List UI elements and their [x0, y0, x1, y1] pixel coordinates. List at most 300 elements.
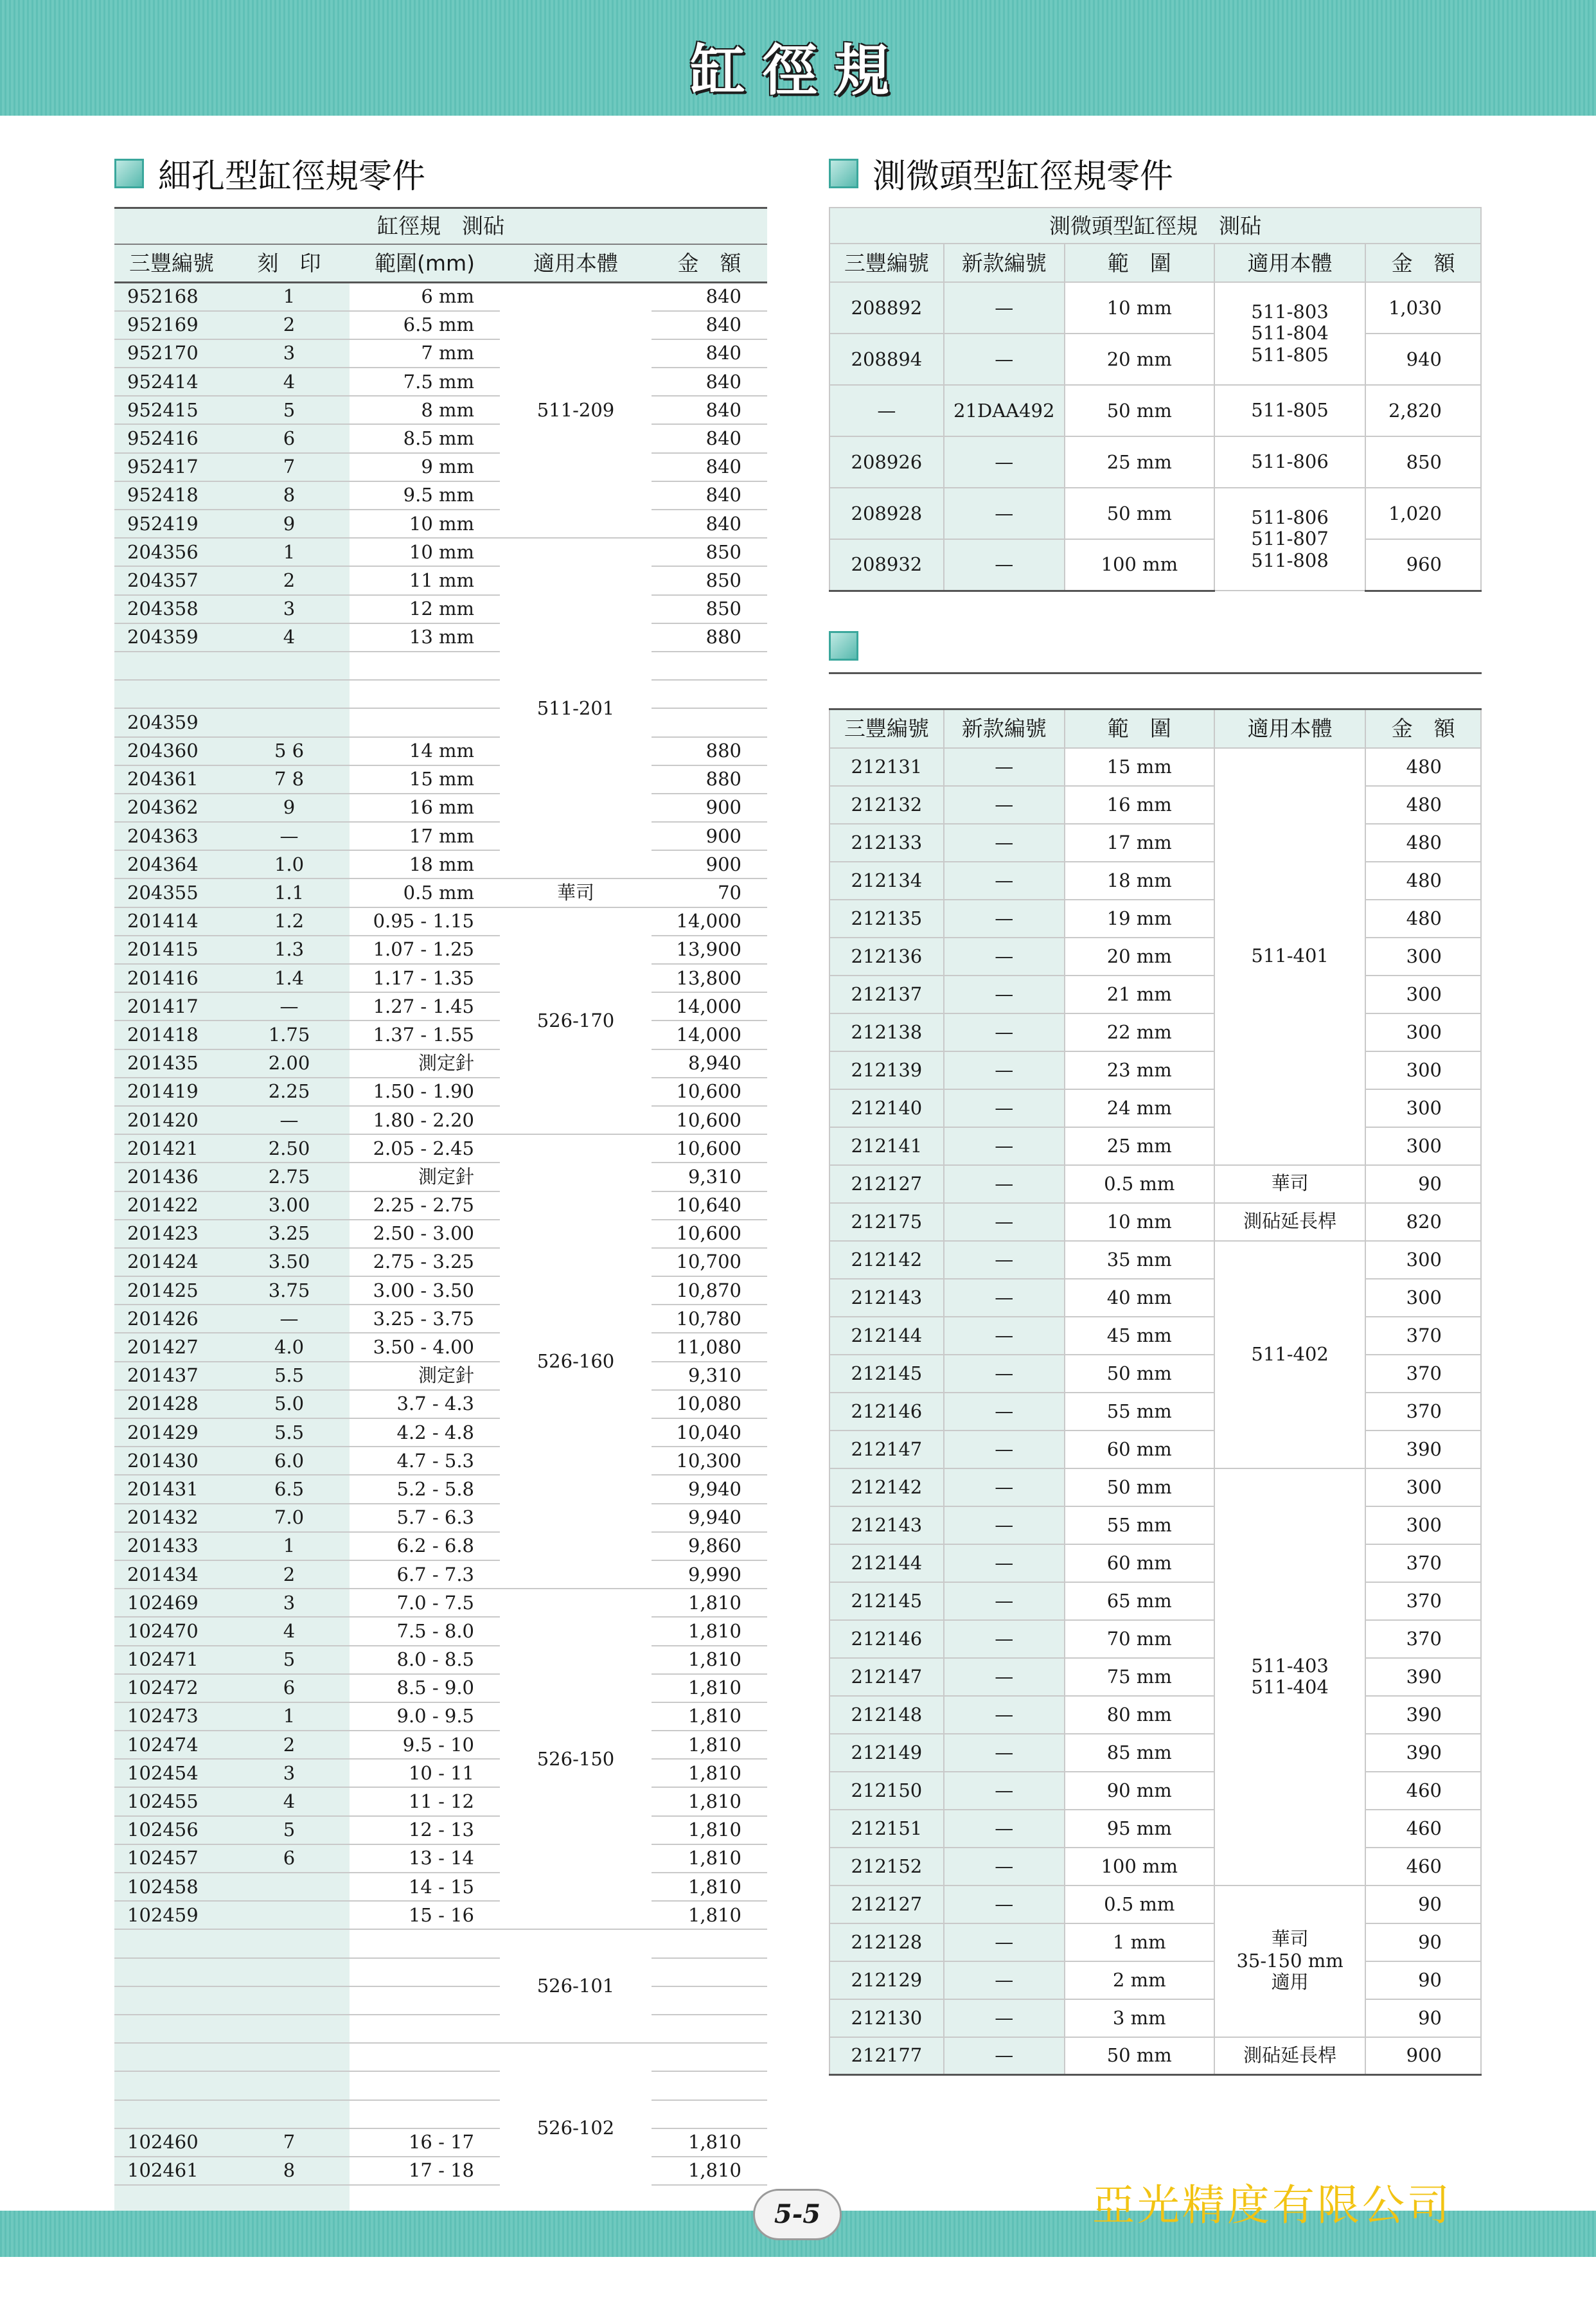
marking-cell: [229, 708, 350, 736]
price-cell: 300: [1365, 1089, 1481, 1127]
table-row: [114, 737, 767, 765]
table-row: [114, 1759, 767, 1787]
price-cell: 13,800: [652, 964, 767, 992]
table-row: [829, 900, 1481, 938]
marking-cell: 4: [229, 368, 350, 396]
new-number-cell: —: [944, 1089, 1065, 1127]
range-cell: 100 mm: [1065, 1848, 1214, 1885]
right-section-title: 測微頭型缸徑規零件: [873, 157, 1174, 196]
price-cell: 1,810: [652, 1844, 767, 1873]
price-cell: 480: [1365, 900, 1481, 938]
table-row: [829, 2037, 1481, 2075]
marking-cell: [229, 680, 350, 708]
marking-cell: 3.00: [229, 1191, 350, 1220]
page-title: 缸徑規: [690, 39, 906, 103]
part-number-cell: 952414: [114, 368, 229, 396]
table-row: [114, 1163, 767, 1191]
range-cell: 50 mm: [1065, 385, 1214, 436]
marking-cell: 1.75: [229, 1021, 350, 1049]
marking-cell: 3.50: [229, 1248, 350, 1276]
part-number-cell: 201436: [114, 1163, 229, 1191]
price-cell: 1,030: [1365, 282, 1481, 334]
price-cell: 370: [1365, 1544, 1481, 1582]
body-model-cell: 511-803 511-804 511-805: [1214, 282, 1365, 385]
marking-cell: 8: [229, 481, 350, 510]
part-number-cell: 201417: [114, 992, 229, 1021]
table-row: [829, 1923, 1481, 1961]
marking-cell: —: [229, 992, 350, 1021]
bullet-square-icon: [829, 631, 858, 661]
marking-cell: 1: [229, 1532, 350, 1560]
range-cell: [350, 680, 500, 708]
price-cell: 820: [1365, 1203, 1481, 1241]
price-cell: [652, 2043, 767, 2071]
marking-cell: [229, 1958, 350, 1986]
price-cell: 850: [652, 538, 767, 566]
body-model-cell: 測砧延長桿: [1214, 2037, 1365, 2075]
new-number-cell: —: [944, 282, 1065, 334]
marking-cell: 1.4: [229, 964, 350, 992]
table-row: [114, 1731, 767, 1759]
range-cell: 8 mm: [350, 396, 500, 424]
table-row: [114, 1362, 767, 1390]
new-number-cell: —: [944, 1127, 1065, 1165]
body-model-cell: 511-209: [500, 283, 652, 539]
part-number-cell: 952168: [114, 283, 229, 311]
body-model-cell: 526-102: [500, 2043, 652, 2213]
range-cell: 2.05 - 2.45: [350, 1134, 500, 1163]
price-cell: 850: [652, 566, 767, 594]
price-cell: 1,810: [652, 1617, 767, 1645]
range-cell: 15 - 16: [350, 1901, 500, 1929]
table-row: [829, 1848, 1481, 1885]
range-cell: 10 mm: [350, 510, 500, 538]
top-banner: [0, 0, 1596, 116]
marking-cell: 6.5: [229, 1475, 350, 1503]
part-number-cell: 201421: [114, 1134, 229, 1163]
range-cell: 55 mm: [1065, 1393, 1214, 1431]
range-cell: 75 mm: [1065, 1658, 1214, 1696]
part-number-cell: 102454: [114, 1759, 229, 1787]
marking-cell: 3: [229, 339, 350, 368]
price-cell: 10,600: [652, 1134, 767, 1163]
new-number-cell: —: [944, 1582, 1065, 1620]
range-cell: 80 mm: [1065, 1696, 1214, 1734]
range-cell: 22 mm: [1065, 1013, 1214, 1051]
range-cell: 7.5 mm: [350, 368, 500, 396]
price-cell: 300: [1365, 1127, 1481, 1165]
new-number-cell: —: [944, 1431, 1065, 1468]
marking-cell: [229, 2185, 350, 2213]
new-number-cell: —: [944, 539, 1065, 591]
price-cell: 10,040: [652, 1418, 767, 1447]
new-number-cell: —: [944, 1734, 1065, 1772]
table-row: [114, 765, 767, 794]
price-cell: 900: [652, 822, 767, 850]
price-cell: 10,870: [652, 1276, 767, 1305]
range-cell: 17 mm: [1065, 824, 1214, 862]
marking-cell: 5.5: [229, 1418, 350, 1447]
part-number-cell: 201420: [114, 1106, 229, 1134]
part-number-cell: 204361: [114, 765, 229, 794]
table-row: [114, 1333, 767, 1361]
range-cell: 24 mm: [1065, 1089, 1214, 1127]
new-number-cell: —: [944, 1810, 1065, 1848]
marking-cell: 4: [229, 1617, 350, 1645]
column-header: 刻 印: [229, 244, 350, 283]
price-cell: 840: [652, 481, 767, 510]
part-number-cell: [114, 2071, 229, 2099]
marking-cell: [229, 1929, 350, 1957]
marking-cell: 5.0: [229, 1390, 350, 1418]
table-row: [829, 1013, 1481, 1051]
range-cell: 1.80 - 2.20: [350, 1106, 500, 1134]
part-number-cell: 212142: [829, 1241, 944, 1279]
table-row: [829, 1393, 1481, 1431]
table-row: [114, 1475, 767, 1503]
table-row: [114, 907, 767, 936]
part-number-cell: —: [829, 385, 944, 436]
column-header: 新款編號: [944, 709, 1065, 748]
range-cell: 6 mm: [350, 283, 500, 311]
price-cell: 840: [652, 368, 767, 396]
range-cell: 100 mm: [1065, 539, 1214, 591]
body-model-cell: 526-101: [500, 1929, 652, 2043]
marking-cell: 1.2: [229, 907, 350, 936]
table-row: [114, 2071, 767, 2099]
new-number-cell: —: [944, 1848, 1065, 1885]
range-cell: 1 mm: [1065, 1923, 1214, 1961]
price-cell: 1,810: [652, 1901, 767, 1929]
table-row: [114, 2185, 767, 2213]
part-number-cell: 212129: [829, 1961, 944, 1999]
new-number-cell: —: [944, 1885, 1065, 1923]
range-cell: 2.75 - 3.25: [350, 1248, 500, 1276]
price-cell: 480: [1365, 748, 1481, 786]
range-cell: 7 mm: [350, 339, 500, 368]
price-cell: 300: [1365, 938, 1481, 976]
bullet-square-icon: [114, 159, 144, 188]
marking-cell: —: [229, 1305, 350, 1333]
table-row: [114, 1986, 767, 2015]
marking-cell: —: [229, 822, 350, 850]
part-number-cell: [114, 2100, 229, 2128]
table-row: [829, 436, 1481, 488]
table-row: [829, 976, 1481, 1013]
range-cell: 35 mm: [1065, 1241, 1214, 1279]
price-cell: 370: [1365, 1317, 1481, 1355]
table-row: [114, 283, 767, 311]
new-number-cell: —: [944, 1317, 1065, 1355]
part-number-cell: 212144: [829, 1317, 944, 1355]
part-number-cell: 102473: [114, 1702, 229, 1731]
part-number-cell: 212130: [829, 1999, 944, 2037]
price-cell: 10,600: [652, 1106, 767, 1134]
part-number-cell: 204359: [114, 623, 229, 652]
price-cell: 90: [1365, 1923, 1481, 1961]
new-number-cell: —: [944, 786, 1065, 824]
new-number-cell: —: [944, 488, 1065, 539]
part-number-cell: 212148: [829, 1696, 944, 1734]
part-number-cell: 201437: [114, 1362, 229, 1390]
part-number-cell: 212140: [829, 1089, 944, 1127]
marking-cell: 7: [229, 453, 350, 481]
price-cell: 840: [652, 283, 767, 311]
part-number-cell: 201423: [114, 1220, 229, 1248]
new-number-cell: —: [944, 900, 1065, 938]
part-number-cell: 102458: [114, 1873, 229, 1901]
price-cell: [652, 2071, 767, 2099]
new-number-cell: —: [944, 938, 1065, 976]
price-cell: 300: [1365, 1279, 1481, 1317]
new-number-cell: —: [944, 1658, 1065, 1696]
table-row: [829, 488, 1481, 539]
range-cell: [350, 2185, 500, 2213]
table-caption: 缸徑規 測砧: [114, 208, 767, 244]
part-number-cell: 201432: [114, 1504, 229, 1532]
range-cell: 25 mm: [1065, 436, 1214, 488]
part-number-cell: 102474: [114, 1731, 229, 1759]
marking-cell: 3: [229, 595, 350, 623]
part-number-cell: 212149: [829, 1734, 944, 1772]
table-row: [114, 1134, 767, 1163]
table-row: [114, 1787, 767, 1815]
table-row: [829, 1620, 1481, 1658]
range-cell: 1.50 - 1.90: [350, 1078, 500, 1106]
new-number-cell: 21DAA492: [944, 385, 1065, 436]
range-cell: [350, 2043, 500, 2071]
body-model-cell: 526-160: [500, 1134, 652, 1589]
part-number-cell: 201414: [114, 907, 229, 936]
range-cell: 5.7 - 6.3: [350, 1504, 500, 1532]
table-row: [829, 1696, 1481, 1734]
range-cell: 18 mm: [1065, 862, 1214, 900]
new-number-cell: —: [944, 1620, 1065, 1658]
part-number-cell: 212152: [829, 1848, 944, 1885]
table-row: [114, 1589, 767, 1617]
column-header: 金 額: [1365, 244, 1481, 282]
body-model-cell: 測砧延長桿: [1214, 1203, 1365, 1241]
part-number-cell: 212147: [829, 1658, 944, 1696]
table-row: [114, 1901, 767, 1929]
body-model-cell: 526-170: [500, 907, 652, 1135]
part-number-cell: 212135: [829, 900, 944, 938]
table-row: [114, 936, 767, 964]
marking-cell: 8: [229, 2157, 350, 2185]
range-cell: 55 mm: [1065, 1506, 1214, 1544]
marking-cell: 2: [229, 1731, 350, 1759]
price-cell: 14,000: [652, 992, 767, 1021]
range-cell: 17 mm: [350, 822, 500, 850]
part-number-cell: 952417: [114, 453, 229, 481]
part-number-cell: 212150: [829, 1772, 944, 1810]
table-row: [114, 1844, 767, 1873]
price-cell: [652, 2185, 767, 2213]
part-number-cell: 212147: [829, 1431, 944, 1468]
body-model-cell: 511-201: [500, 538, 652, 878]
marking-cell: 1: [229, 538, 350, 566]
table-row: [829, 1051, 1481, 1089]
part-number-cell: 952416: [114, 424, 229, 452]
table-body: [829, 748, 1481, 2075]
price-cell: 460: [1365, 1848, 1481, 1885]
table-row: [114, 1248, 767, 1276]
table-row: [114, 708, 767, 736]
range-cell: 0.5 mm: [1065, 1165, 1214, 1203]
range-cell: 測定針: [350, 1049, 500, 1078]
part-number-cell: 204355: [114, 878, 229, 907]
table-row: [829, 1203, 1481, 1241]
part-number-cell: 102471: [114, 1646, 229, 1674]
part-number-cell: 212133: [829, 824, 944, 862]
price-cell: 840: [652, 339, 767, 368]
price-cell: 90: [1365, 1885, 1481, 1923]
range-cell: 3.25 - 3.75: [350, 1305, 500, 1333]
part-number-cell: 102460: [114, 2128, 229, 2157]
new-number-cell: —: [944, 1013, 1065, 1051]
range-cell: 1.17 - 1.35: [350, 964, 500, 992]
table-row: [114, 1276, 767, 1305]
range-cell: 14 mm: [350, 737, 500, 765]
part-number-cell: 201427: [114, 1333, 229, 1361]
part-number-cell: 208932: [829, 539, 944, 591]
section-divider: [829, 672, 1482, 674]
price-cell: 880: [652, 765, 767, 794]
marking-cell: [229, 1901, 350, 1929]
part-number-cell: 212144: [829, 1544, 944, 1582]
range-cell: 11 - 12: [350, 1787, 500, 1815]
marking-cell: 1: [229, 283, 350, 311]
column-header: 適用本體: [1214, 244, 1365, 282]
price-cell: 900: [1365, 2037, 1481, 2075]
price-cell: 10,780: [652, 1305, 767, 1333]
part-number-cell: 204357: [114, 566, 229, 594]
part-number-cell: 212146: [829, 1393, 944, 1431]
price-cell: 70: [652, 878, 767, 907]
part-number-cell: 201424: [114, 1248, 229, 1276]
range-cell: 60 mm: [1065, 1544, 1214, 1582]
price-cell: 10,600: [652, 1078, 767, 1106]
marking-cell: 1.3: [229, 936, 350, 964]
table-row: [114, 1617, 767, 1645]
part-number-cell: 212143: [829, 1506, 944, 1544]
table-row: [114, 2015, 767, 2043]
range-cell: 15 mm: [1065, 748, 1214, 786]
price-cell: 1,810: [652, 1816, 767, 1844]
new-number-cell: —: [944, 1279, 1065, 1317]
table-row: [114, 1418, 767, 1447]
part-number-cell: 208894: [829, 334, 944, 385]
range-cell: 3.00 - 3.50: [350, 1276, 500, 1305]
table-row: [114, 794, 767, 822]
range-cell: [350, 2071, 500, 2099]
range-cell: 50 mm: [1065, 1355, 1214, 1393]
price-cell: 370: [1365, 1582, 1481, 1620]
table-body: [829, 282, 1481, 591]
range-cell: 7.5 - 8.0: [350, 1617, 500, 1645]
marking-cell: 7 8: [229, 765, 350, 794]
new-number-cell: —: [944, 1393, 1065, 1431]
marking-cell: 3.25: [229, 1220, 350, 1248]
marking-cell: 1: [229, 1702, 350, 1731]
part-number-cell: 212145: [829, 1582, 944, 1620]
price-cell: 8,940: [652, 1049, 767, 1078]
price-cell: 370: [1365, 1620, 1481, 1658]
price-cell: 300: [1365, 1468, 1481, 1506]
part-number-cell: 201434: [114, 1560, 229, 1589]
range-cell: 23 mm: [1065, 1051, 1214, 1089]
table-row: [114, 878, 767, 907]
table-row: [114, 1929, 767, 1957]
part-number-cell: 952418: [114, 481, 229, 510]
table-row: [829, 1999, 1481, 2037]
price-cell: 390: [1365, 1658, 1481, 1696]
table-row: [829, 1544, 1481, 1582]
range-cell: 50 mm: [1065, 488, 1214, 539]
marking-cell: 7.0: [229, 1504, 350, 1532]
marking-cell: 4: [229, 1787, 350, 1815]
part-number-cell: 102456: [114, 1816, 229, 1844]
table-row: [114, 510, 767, 538]
part-number-cell: 212132: [829, 786, 944, 824]
table-row: [829, 1772, 1481, 1810]
marking-cell: —: [229, 1106, 350, 1134]
bullet-square-icon: [829, 159, 858, 188]
price-cell: 1,810: [652, 1787, 767, 1815]
range-cell: 8.5 mm: [350, 424, 500, 452]
column-header: 金 額: [652, 244, 767, 283]
body-model-cell: 511-806: [1214, 436, 1365, 488]
table-row: [829, 1810, 1481, 1848]
body-model-cell: 511-806 511-807 511-808: [1214, 488, 1365, 591]
marking-cell: [229, 2043, 350, 2071]
table-row: [114, 822, 767, 850]
part-number-cell: 208892: [829, 282, 944, 334]
body-model-cell: 511-403 511-404: [1214, 1468, 1365, 1885]
part-number-cell: 212127: [829, 1885, 944, 1923]
table-row: [829, 1468, 1481, 1506]
range-cell: 85 mm: [1065, 1734, 1214, 1772]
part-number-cell: 212138: [829, 1013, 944, 1051]
body-model-cell: 華司: [1214, 1165, 1365, 1203]
table-row: [114, 1646, 767, 1674]
marking-cell: 2.75: [229, 1163, 350, 1191]
new-number-cell: —: [944, 748, 1065, 786]
table-row: [114, 1078, 767, 1106]
table-row: [114, 1191, 767, 1220]
marking-cell: 2.50: [229, 1134, 350, 1163]
price-cell: 90: [1365, 1961, 1481, 1999]
range-cell: 16 mm: [350, 794, 500, 822]
table-row: [114, 964, 767, 992]
table-row: [114, 1958, 767, 1986]
price-cell: 300: [1365, 1013, 1481, 1051]
price-cell: 390: [1365, 1734, 1481, 1772]
range-cell: [350, 2015, 500, 2043]
part-number-cell: 201435: [114, 1049, 229, 1078]
new-number-cell: —: [944, 1544, 1065, 1582]
range-cell: 8.5 - 9.0: [350, 1674, 500, 1702]
price-cell: 9,940: [652, 1475, 767, 1503]
range-cell: 95 mm: [1065, 1810, 1214, 1848]
range-cell: 11 mm: [350, 566, 500, 594]
left-section-heading: [114, 149, 425, 197]
part-number-cell: 102469: [114, 1589, 229, 1617]
table-row: [114, 1447, 767, 1475]
range-cell: 2.50 - 3.00: [350, 1220, 500, 1248]
new-number-cell: —: [944, 1355, 1065, 1393]
new-number-cell: —: [944, 334, 1065, 385]
